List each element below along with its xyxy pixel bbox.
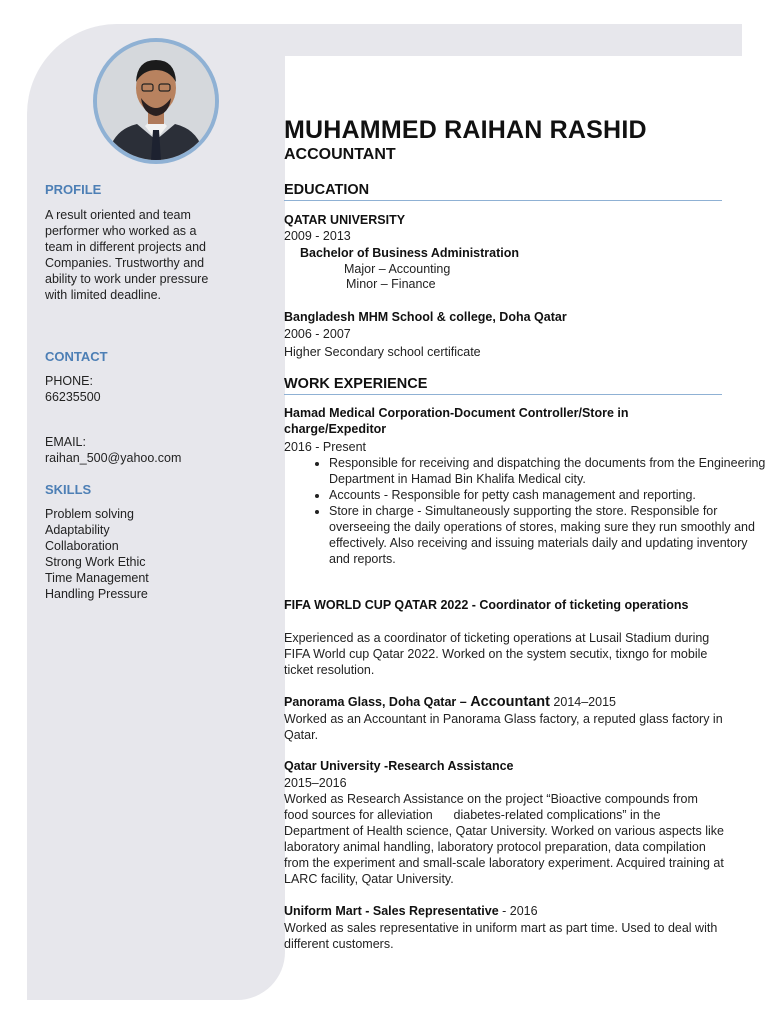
hmc-bullets xyxy=(284,455,768,567)
uniform-desc: Worked as sales representative in uniform mart as part time. Used to deal with different customers. xyxy=(284,921,718,951)
edu-degree-1: Bachelor of Business Administration xyxy=(300,246,520,260)
edu-school-1: QATAR UNIVERSITY xyxy=(284,213,406,227)
uniform-heading xyxy=(284,903,538,919)
skills-heading: SKILLS xyxy=(45,482,92,497)
skill-item: Time Management xyxy=(45,571,149,585)
education-heading: EDUCATION xyxy=(284,182,722,201)
top-band-curve xyxy=(285,56,385,116)
skill-item: Collaboration xyxy=(45,539,119,553)
skills-list xyxy=(45,506,225,602)
job-title: ACCOUNTANT xyxy=(284,146,396,163)
skill-item: Problem solving xyxy=(45,507,134,521)
profile-heading: PROFILE xyxy=(45,182,102,197)
skill-item: Strong Work Ethic xyxy=(45,555,146,569)
panorama-role: Accountant xyxy=(470,694,550,710)
edu-school-2: Bangladesh MHM School & college, Doha Qatar xyxy=(284,310,567,324)
list-item: • Store in charge - Simultaneously supporting the store. Responsible for overseeing the daily operations of stores, making sure they run smoothly and effectively. Also receiving and issuing materials daily and updating inventory and reports. xyxy=(329,503,768,567)
list-item: • Responsible for receiving and dispatching the documents from the Engineering Department in Hamad Bin Khalifa Medical city. xyxy=(329,455,768,487)
panorama-heading xyxy=(284,694,616,710)
uniform-years: - 2016 xyxy=(498,904,538,918)
edu-years-2: 2006 - 2007 xyxy=(284,327,351,341)
list-item: • Accounts - Responsible for petty cash management and reporting. xyxy=(329,487,768,503)
fifa-title: FIFA WORLD CUP QATAR 2022 - Coordinator of ticketing operations xyxy=(284,598,689,612)
panorama-title: Panorama Glass, Doha Qatar – xyxy=(284,695,471,709)
profile-text: A result oriented and team performer who worked as a team in different projects and Companies. Trustworthy and ability to work under pressure with limited deadline. xyxy=(45,208,209,302)
qu-title: Qatar University -Research Assistance xyxy=(284,759,514,773)
hmc-years: 2016 - Present xyxy=(284,440,366,454)
phone-value: 66235500 xyxy=(45,390,101,404)
skill-item: Adaptability xyxy=(45,523,110,537)
contact-heading: CONTACT xyxy=(45,349,108,364)
work-heading: WORK EXPERIENCE xyxy=(284,376,722,395)
person-portrait-icon xyxy=(97,42,215,160)
edu-major: Major – Accounting xyxy=(344,262,451,276)
skill-item: Handling Pressure xyxy=(45,587,148,601)
full-name: MUHAMMED RAIHAN RASHID xyxy=(284,116,647,144)
fifa-desc: Experienced as a coordinator of ticketing operations at Lusail Stadium during FIFA World cup Qatar 2022. Worked on the system secutix, tixngo for mobile ticket resolution. xyxy=(284,631,710,677)
panorama-desc: Worked as an Accountant in Panorama Glass factory, a reputed glass factory in Qatar. xyxy=(284,712,723,742)
phone-label: PHONE: xyxy=(45,374,93,388)
edu-years-1: 2009 - 2013 xyxy=(284,229,351,243)
qu-desc: Worked as Research Assistance on the project “Bioactive compounds from food sources for alleviation diabetes-related complications” in the Department of Health science, Qatar University. Worked on various aspects like laboratory animal handling, laboratory protocol preparation, data compilation from the experiment and small-scale laboratory experiment. Acquired training at LARC facility, Qatar University. xyxy=(284,792,728,886)
edu-minor: Minor – Finance xyxy=(346,277,436,291)
top-band xyxy=(190,24,742,56)
qu-years: 2015–2016 xyxy=(284,776,347,790)
uniform-title: Uniform Mart - Sales Representative xyxy=(284,904,499,918)
email-value: raihan_500@yahoo.com xyxy=(45,451,182,465)
hmc-title: Hamad Medical Corporation-Document Controller/Store in charge/Expeditor xyxy=(284,406,629,436)
profile-photo xyxy=(93,38,219,164)
panorama-years: 2014–2015 xyxy=(549,695,616,709)
edu-degree-2: Higher Secondary school certificate xyxy=(284,345,481,359)
email-label: EMAIL: xyxy=(45,435,86,449)
